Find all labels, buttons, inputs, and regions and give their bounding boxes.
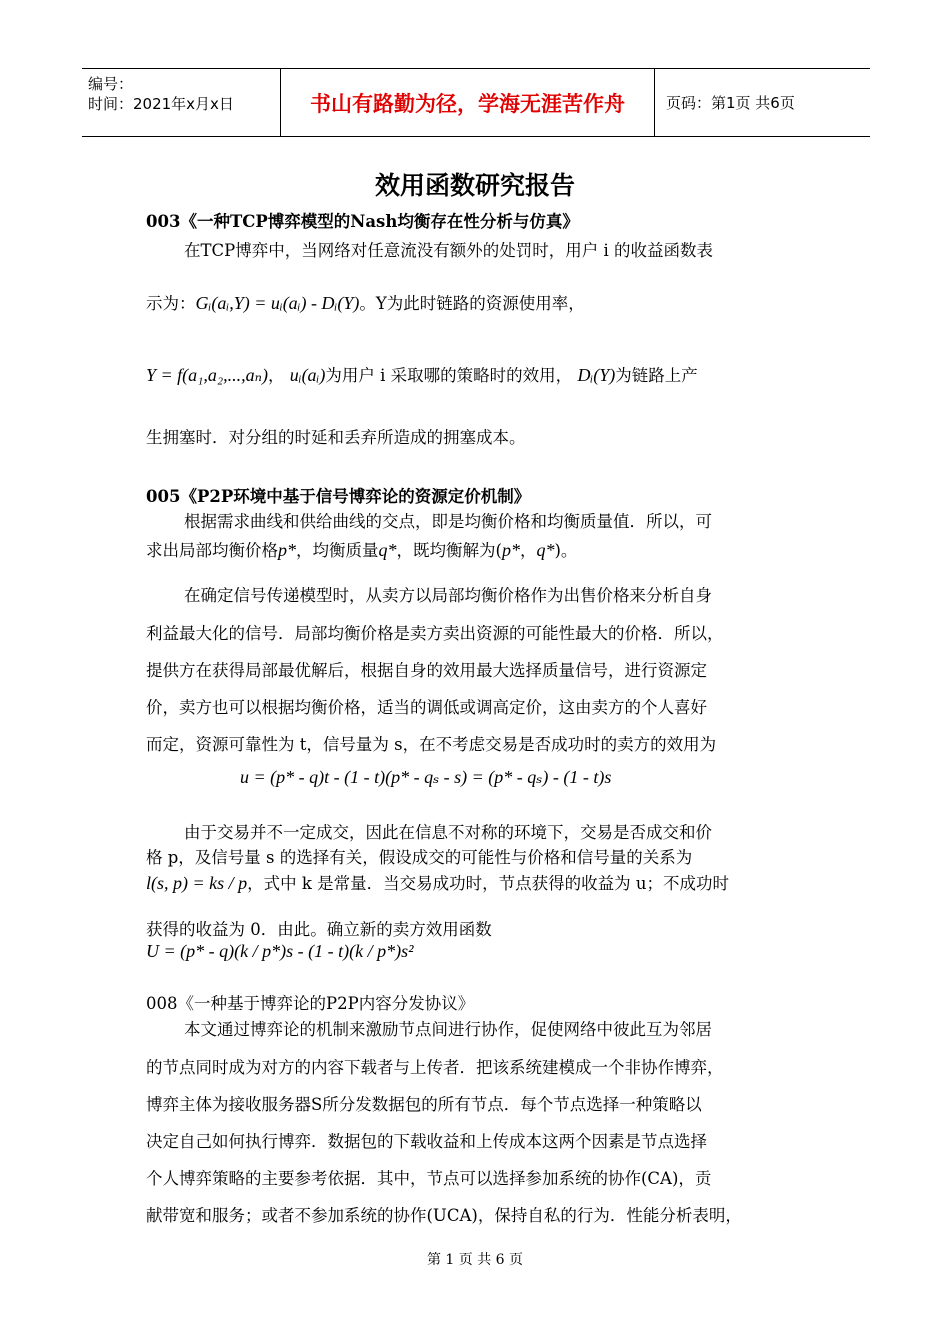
text-span: 求出局部均衡价格 [146,541,278,560]
page-footer: 第 1 页 共 6 页 [426,1252,524,1268]
motto-text: 书山有路勤为径，学海无涯苦作舟 [281,69,655,136]
paragraph-line: 格 p，及信号量 s 的选择有关，假设成交的可能性与价格和信号量的关系为 [146,848,693,867]
doc-number-label: 编号： [88,75,134,93]
paragraph-line: 个人博弈策略的主要参考依据．其中，节点可以选择参加系统的协作(CA)，贡 [146,1169,712,1188]
paragraph-line: 根据需求曲线和供给曲线的交点，即是均衡价格和均衡质量值．所以，可 [184,512,712,531]
section-heading-005: 005《P2P环境中基于信号博弈论的资源定价机制》 [146,487,531,506]
paragraph-line [146,537,577,561]
symbol-q-star: q* [536,540,555,560]
section-heading-003: 003《一种TCP博弈模型的Nash均衡存在性分析与仿真》 [146,212,579,231]
text-span: ，式中 k 是常量．当交易成功时，节点获得的收益为 u；不成功时 [247,874,730,893]
text-span: ， [519,541,537,560]
text-span: 为用户 i 采取哪的策略时的效用， [325,366,573,385]
text-span: 示为： [146,294,196,313]
text-span: ，既均衡解为( [396,541,502,560]
paragraph-line: 的节点同时成为对方的内容下载者与上传者．把该系统建模成一个非协作博弈， [146,1058,724,1077]
paragraph-line [146,362,698,386]
paragraph-line: 提供方在获得局部最优解后，根据自身的效用最大选择质量信号，进行资源定 [146,661,707,680]
text-span: 。Y为此时链路的资源使用率， [359,294,585,313]
header-meta-cell [82,69,281,136]
doc-time-label: 时间：2021年x月x日 [88,95,234,113]
formula-utility-U: U = (p* - q)(k / p*)s - (1 - t)(k / p*)s² [146,941,414,961]
formula-l: l(s, p) = ks / p [146,873,248,893]
formula-utility-u: u = (p* - q)t - (1 - t)(p* - qₛ - s) = (p* - qₛ) - (1 - t)s [240,767,612,787]
page-info: 页码：第1页 共6页 [666,94,795,112]
paragraph-line [146,290,585,314]
paragraph-line: 价，卖方也可以根据均衡价格，适当的调低或调高定价，这由卖方的个人喜好 [146,698,707,717]
paragraph-line: 由于交易并不一定成交，因此在信息不对称的环境下，交易是否成交和价 [184,823,712,842]
section-heading-008: 008《一种基于博弈论的P2P内容分发协议》 [146,994,475,1013]
paragraph-line: 而定，资源可靠性为 t，信号量为 s，在不考虑交易是否成功时的卖方的效用为 [146,735,717,754]
text-span: )。 [554,541,578,560]
symbol-p-star: p* [278,540,296,560]
formula-y: Y = f(a₁,a₂,...,aₙ) [146,365,268,385]
paragraph-line: 献带宽和服务；或者不参加系统的协作(UCA)，保持自私的行为．性能分析表明， [146,1206,742,1225]
paragraph-line: 生拥塞时．对分组的时延和丢弃所造成的拥塞成本。 [146,428,526,447]
paragraph-line: 在确定信号传递模型时，从卖方以局部均衡价格作为出售价格来分析自身 [184,586,712,605]
text-span: ，均衡质量 [296,541,379,560]
paragraph-line: 获得的收益为 0．由此。确立新的卖方效用函数 [146,920,492,939]
paragraph-line: 本文通过博弈论的机制来激励节点间进行协作，促使网络中彼此互为邻居 [184,1020,712,1039]
symbol-q-star: q* [378,540,397,560]
paragraph-line: 博弈主体为接收服务器S所分发数据包的所有节点．每个节点选择一种策略以 [146,1095,702,1114]
paragraph-line: 在TCP博弈中，当网络对任意流没有额外的处罚时，用户 i 的收益函数表 [184,241,713,260]
header-table [82,68,870,137]
formula-g: Gᵢ(aᵢ,Y) = uᵢ(aᵢ) - Dᵢ(Y) [195,293,360,313]
formula-d: Dᵢ(Y) [577,365,616,385]
page-title: 效用函数研究报告 [374,171,575,200]
symbol-p-star: p* [501,540,520,560]
paragraph-line: 决定自己如何执行博弈．数据包的下载收益和上传成本这两个因素是节点选择 [146,1132,707,1151]
text-span: ， [267,366,285,385]
text-span: 为链路上产 [615,366,698,385]
paragraph-line: 利益最大化的信号．局部均衡价格是卖方卖出资源的可能性最大的价格．所以， [146,624,724,643]
paragraph-line [146,870,729,894]
formula-u: uᵢ(aᵢ) [289,365,326,385]
